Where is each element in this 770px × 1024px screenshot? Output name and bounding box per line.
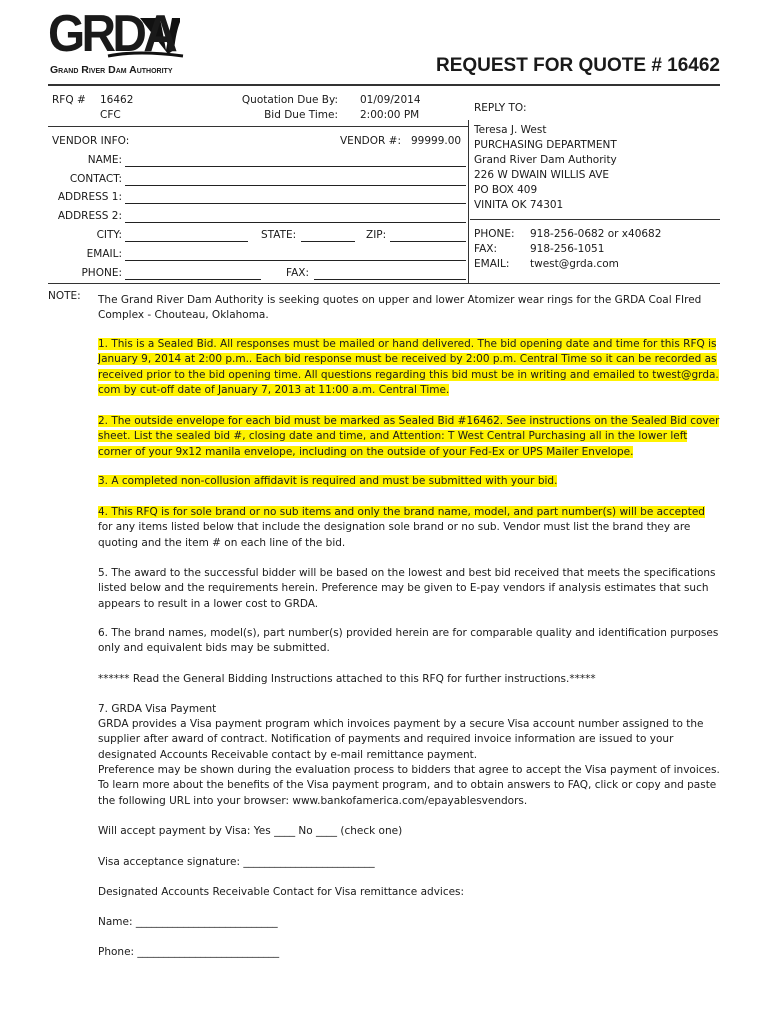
rfq-number: 16462 <box>100 94 134 106</box>
vendor-address2-label: ADDRESS 2: <box>57 210 122 222</box>
title-divider <box>48 84 720 86</box>
notes-intro: The Grand River Dam Authority is seeking quotes on upper and lower Atomizer wear rings for the GRDA Coal FIred Complex - Chouteau, Oklahoma. <box>98 294 702 322</box>
note-3 <box>98 474 720 489</box>
quotation-due-label: Quotation Due By: <box>241 94 338 106</box>
section-divider <box>48 126 468 127</box>
reply-organization: Grand River Dam Authority <box>474 154 617 166</box>
vendor-info-label: VENDOR INFO: <box>52 135 130 147</box>
page-title: REQUEST FOR QUOTE # 16462 <box>435 55 720 76</box>
quotation-due-value: 01/09/2014 <box>360 94 421 106</box>
rfq-label: RFQ # <box>52 94 86 106</box>
reply-fax-value: 918-256-1051 <box>530 243 605 255</box>
vendor-zip-label: ZIP: <box>366 229 387 241</box>
vendor-contact-label: CONTACT: <box>69 173 122 185</box>
visa-accept-line[interactable]: Will accept payment by Visa: Yes ____ No ____ (check one) <box>98 825 403 837</box>
grda-logo <box>48 5 208 82</box>
vendor-email-label: EMAIL: <box>86 248 122 260</box>
logo-letters: GRDA <box>48 5 175 63</box>
vendor-state-field[interactable] <box>301 241 355 242</box>
vendor-email-field[interactable] <box>125 260 466 261</box>
column-separator <box>468 120 469 283</box>
bid-due-value: 2:00:00 PM <box>360 109 420 121</box>
logo-caption: Grand River Dam Authority <box>50 64 173 76</box>
note-label: NOTE: <box>48 290 81 302</box>
vendor-number-value: 99999.00 <box>411 135 462 147</box>
vendor-zip-field[interactable] <box>390 241 466 242</box>
note-4-rest: for any items listed below that include the designation sole brand or no sub. Vendor must list the brand they are quoting and the item # on each line of the bid. <box>98 521 691 549</box>
vendor-name-label: NAME: <box>87 154 122 166</box>
vendor-address1-field[interactable] <box>125 203 466 204</box>
vendor-city-label: CITY: <box>96 229 122 241</box>
visa-name-line[interactable]: Name: ___________________________ <box>98 916 278 928</box>
reply-contact-name: Teresa J. West <box>474 124 547 136</box>
reply-po-box: PO BOX 409 <box>474 184 538 196</box>
vendor-contact-field[interactable] <box>125 185 466 186</box>
vendor-address2-field[interactable] <box>125 222 466 223</box>
vendor-city-field[interactable] <box>125 241 248 242</box>
reply-to-label: REPLY TO: <box>474 102 527 114</box>
vendor-phone-field[interactable] <box>125 279 261 280</box>
vendor-fax-field[interactable] <box>314 279 466 280</box>
reply-divider <box>470 219 720 220</box>
reply-street: 226 W DWAIN WILLIS AVE <box>474 169 610 181</box>
note-1 <box>98 337 720 399</box>
vendor-name-field[interactable] <box>125 166 466 167</box>
note-2 <box>98 414 720 460</box>
reply-phone-value: 918-256-0682 or x40682 <box>530 228 662 240</box>
visa-contact-line: Designated Accounts Receivable Contact for Visa remittance advices: <box>98 886 465 898</box>
note-2-text: 2. The outside envelope for each bid must be marked as Sealed Bid #16462. See instructions on the Sealed Bid cover sheet. List the sealed bid #, closing date and time, and Attention: T West Central Purchasing all in the lower left corner of your 9x12 manila envelope, including on the outside of your Fed-Ex or UPS Mailer Envelope. <box>98 415 720 458</box>
reply-phone-label: PHONE: <box>474 228 515 240</box>
note-5: 5. The award to the successful bidder will be based on the lowest and best bid received that meets the specifications listed below and the requirements herein. Preference may be given to E-pay vendors if analysis estimates that such appears to result in a lower cost to GRDA. <box>98 567 716 610</box>
note-6: 6. The brand names, model(s), part number(s) provided herein are for comparable quality and identification purposes only and equivalent bids may be submitted. <box>98 627 719 655</box>
note-4-highlight: 4. This RFQ is for sole brand or no sub items and only the brand name, model, and part number(s) will be accepted <box>98 506 705 518</box>
reply-city-state-zip: VINITA OK 74301 <box>474 199 564 211</box>
vendor-number-label: VENDOR #: <box>340 135 401 147</box>
notes-divider <box>48 283 720 284</box>
note-3-text: 3. A completed non-collusion affidavit is required and must be submitted with your bid. <box>98 475 558 487</box>
vendor-phone-label: PHONE: <box>81 267 122 279</box>
reply-fax-label: FAX: <box>474 243 497 255</box>
reply-email-label: EMAIL: <box>474 258 510 270</box>
vendor-fax-label: FAX: <box>286 267 309 279</box>
reply-department: PURCHASING DEPARTMENT <box>474 139 617 151</box>
general-instructions: ****** Read the General Bidding Instructions attached to this RFQ for further instructions.***** <box>98 673 596 685</box>
reply-email-value[interactable]: twest@grda.com <box>530 258 619 270</box>
visa-title: 7. GRDA Visa Payment <box>98 703 217 715</box>
vendor-address1-label: ADDRESS 1: <box>57 191 122 203</box>
rfq-code: CFC <box>100 109 121 121</box>
bid-due-label: Bid Due Time: <box>264 109 338 121</box>
vendor-state-label: STATE: <box>261 229 297 241</box>
note-1-text: 1. This is a Sealed Bid. All responses must be mailed or hand delivered. The bid opening date and time for this RFQ is January 9, 2014 at 2:00 p.m.. Each bid response must be received by 2:00 p.m. Central Time so it can be recorded as received prior to the bid opening time. All questions regarding this bid must be in writing and emailed to twest@grda. com by cut-off date of January 7, 2013 at 11:00 a.m. Central Time. <box>98 338 719 397</box>
visa-paragraph-2: Preference may be shown during the evaluation process to bidders that agree to accept the Visa payment of invoices. To learn more about the benefits of the Visa payment program, and to obtain answers to FAQ, click or copy and paste the following URL into your browser: www.bankofamerica.com/epayablesvendors. <box>98 764 720 807</box>
visa-paragraph-1: GRDA provides a Visa payment program which invoices payment by a secure Visa account number assigned to the supplier after award of contract. Notification of payments and required invoice information are issued to your designated Accounts Receivable contact by e-mail remittance payment. <box>98 718 704 761</box>
note-4 <box>98 505 720 551</box>
visa-phone-line[interactable]: Phone: ___________________________ <box>98 946 280 958</box>
visa-signature-line[interactable]: Visa acceptance signature: _________________________ <box>98 856 375 868</box>
